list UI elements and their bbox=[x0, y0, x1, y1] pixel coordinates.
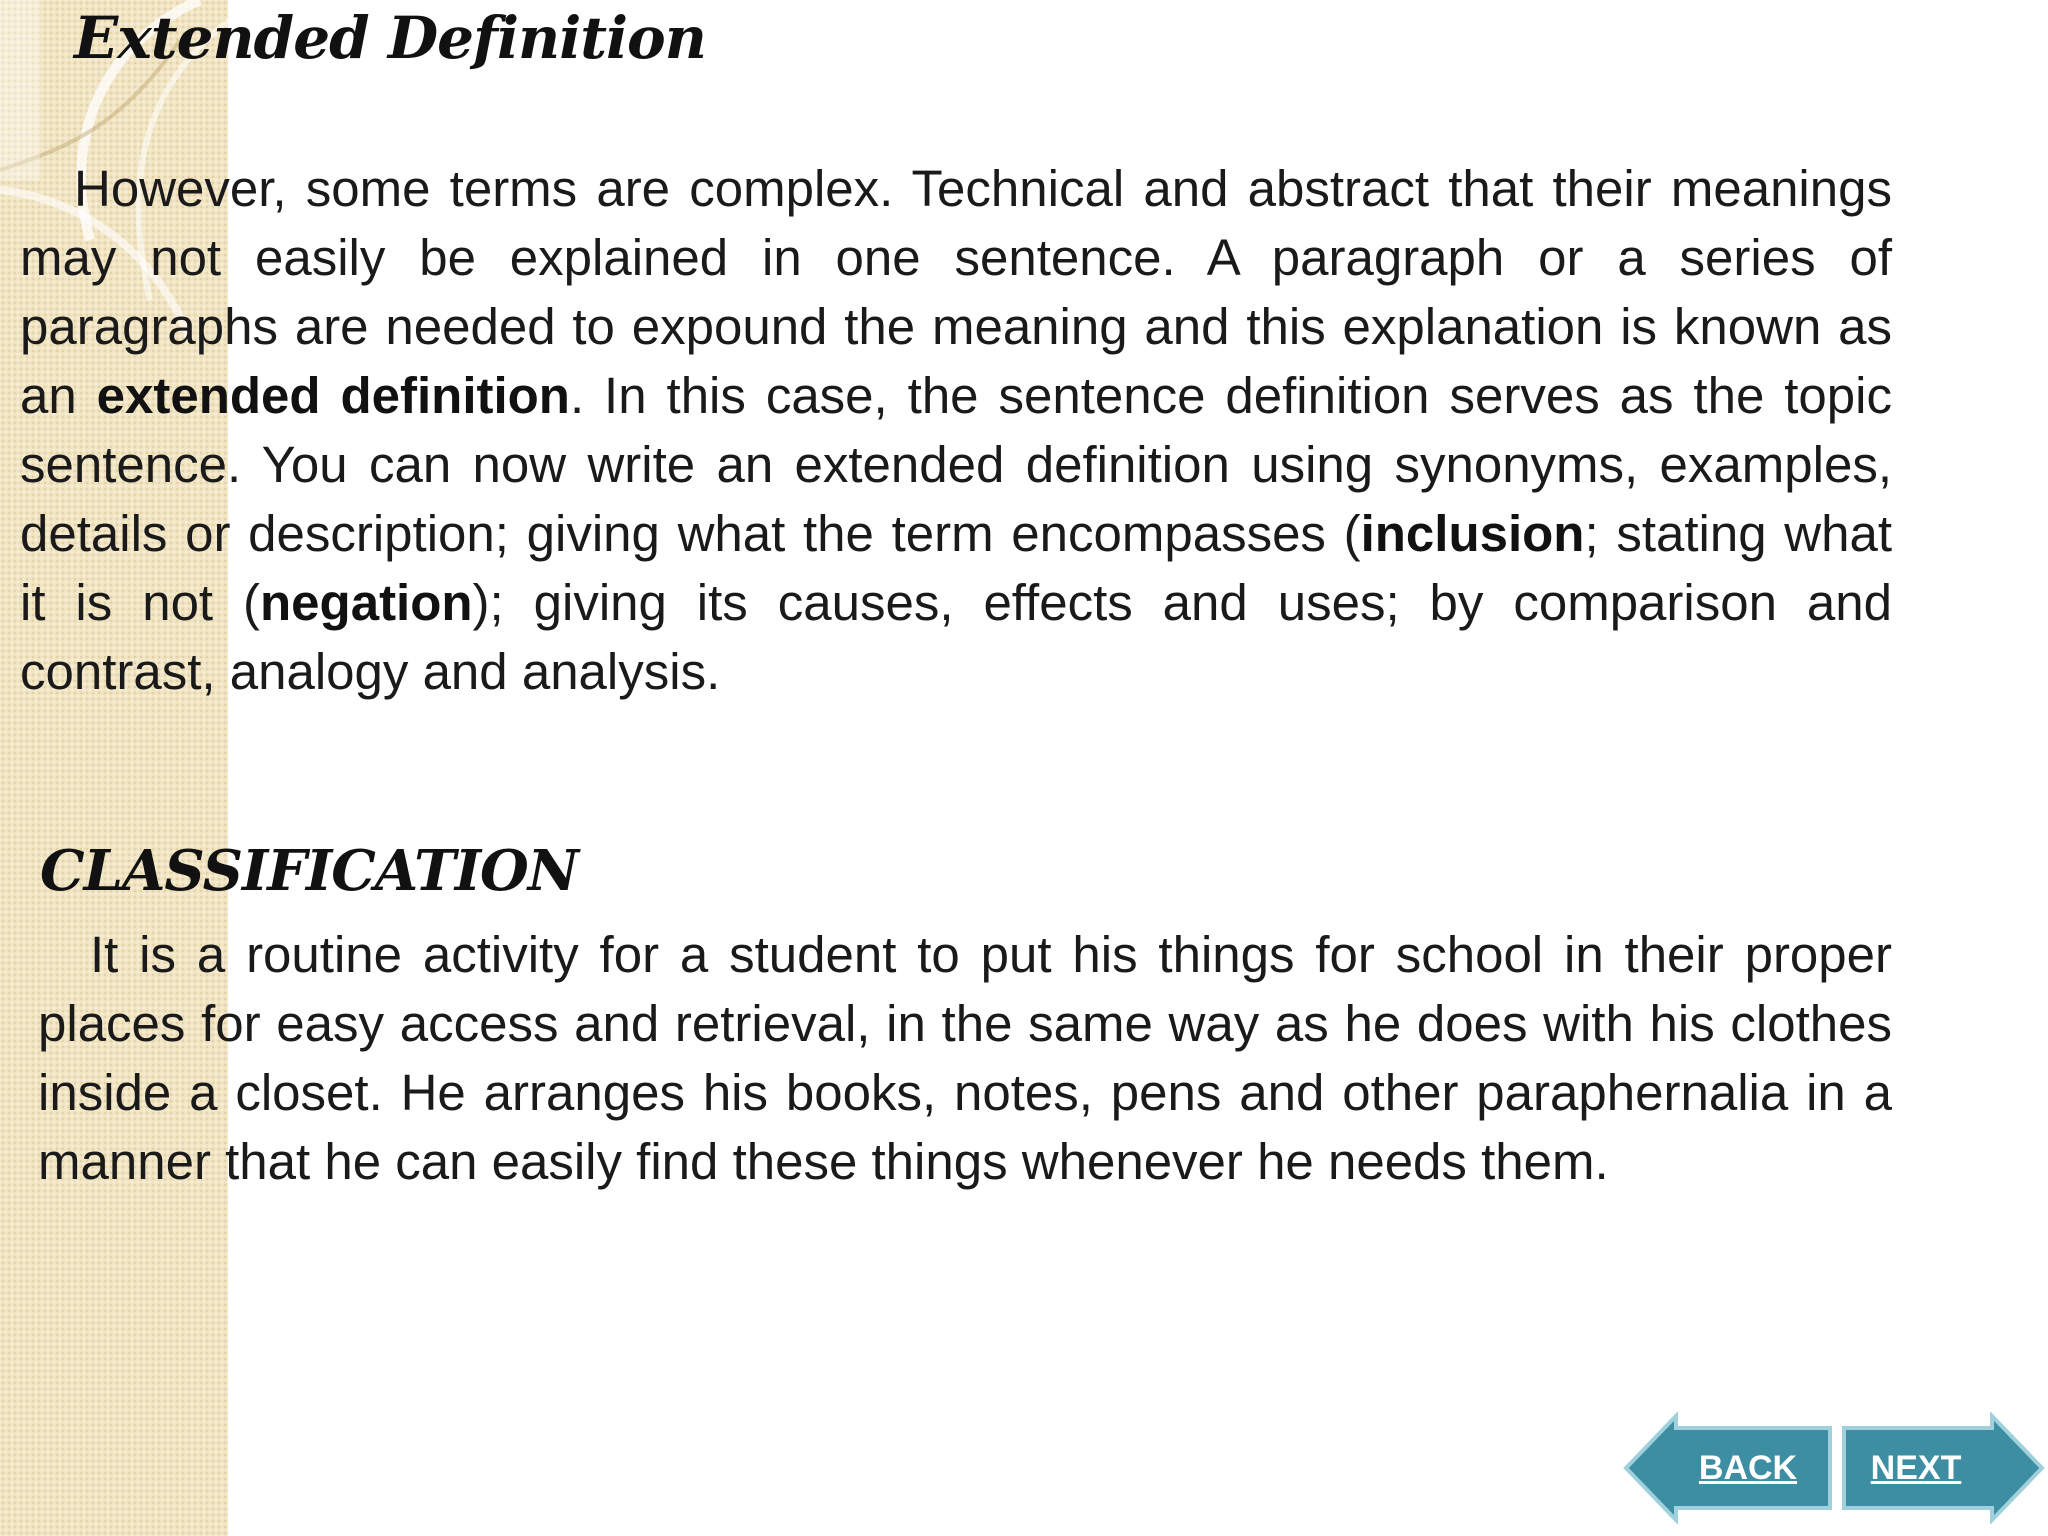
back-button[interactable] bbox=[1622, 1412, 1834, 1524]
classification-paragraph: It is a routine activity for a student to put his things for school in their proper places for easy access and retrieval, in the same way as he does with his clothes inside a closet. He arranges his books, notes, pens and other paraphernalia in a manner that he can easily find these things whenever he needs them. bbox=[38, 926, 1892, 1190]
section-heading-classification: CLASSIFICATION bbox=[40, 838, 578, 904]
paragraph-text: ; stating what it is not ( bbox=[20, 505, 1893, 631]
paragraph-text: However, some terms are complex. Technical and abstract that their meanings may not easily be explained in one sentence. A paragraph or a series of paragraphs are needed to expound the meaning and this explanation is known as an bbox=[20, 160, 1892, 424]
paragraph-text: ); giving its causes, effects and uses; by comparison and contrast, analogy and analysis. bbox=[20, 574, 1892, 700]
next-button[interactable] bbox=[1840, 1412, 2046, 1524]
bold-term-extended-definition: extended definition bbox=[96, 367, 570, 424]
extended-definition-paragraph bbox=[20, 154, 1892, 706]
paragraph-text: . In this case, the sentence definition serves as the topic sentence. You can now write an extended definition using synonyms, examples, details or description; giving what the term encompasses ( bbox=[20, 367, 1892, 562]
bold-term-inclusion: inclusion bbox=[1360, 505, 1585, 562]
back-button-label: BACK bbox=[1698, 1449, 1798, 1487]
bold-term-negation: negation bbox=[260, 574, 473, 631]
next-button-label: NEXT bbox=[1870, 1449, 1962, 1487]
slide-title: Extended Definition bbox=[74, 4, 706, 72]
